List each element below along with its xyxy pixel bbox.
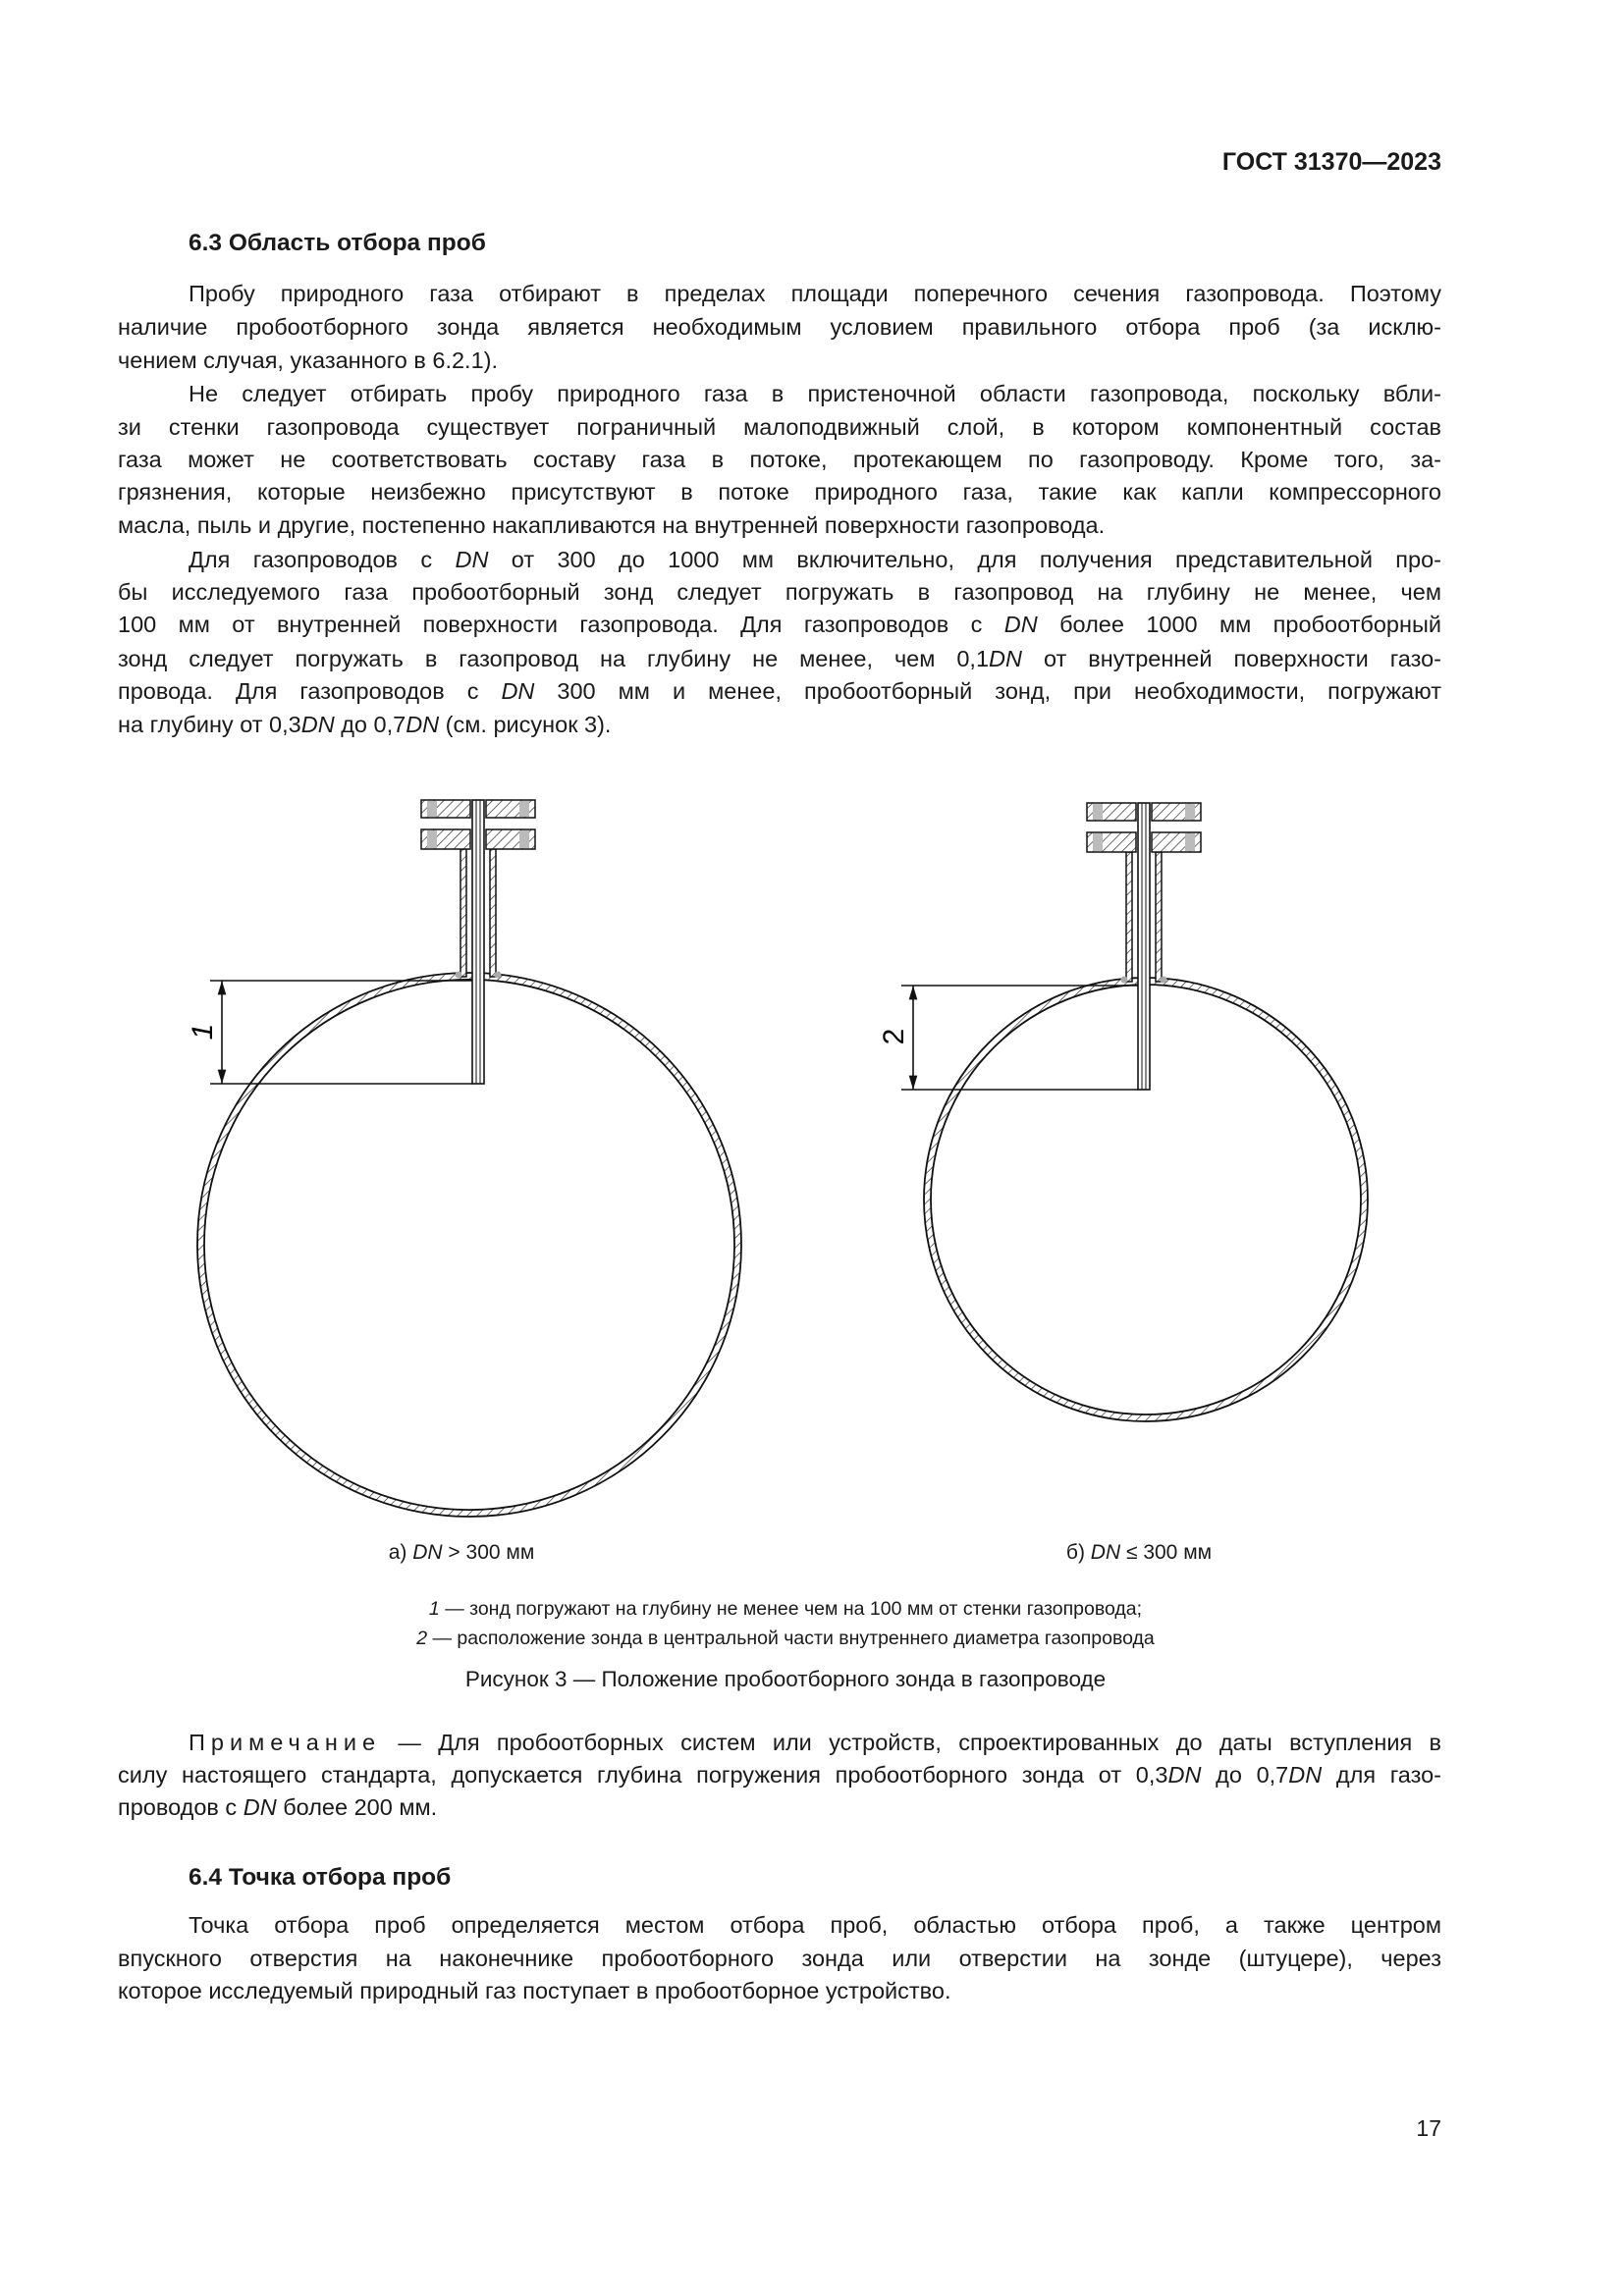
note-line: проводов с DN более 200 мм. <box>118 1794 438 1820</box>
nozzle-wall-left <box>460 849 466 977</box>
text-line: грязнения, которые неизбежно присутствуют в потоке природного газа, такие как капли компрессорного <box>118 479 1441 505</box>
text-line: газа может не соответствовать составу газа в потоке, протекающем по газопроводу. Кроме того, за- <box>118 447 1441 472</box>
note-line: силу настоящего стандарта, допускается глубина погружения пробоотборного зонда от 0,3DN до 0,7DN для газо- <box>118 1762 1442 1788</box>
text-line: масла, пыль и другие, постепенно накапливаются на внутренней поверхности газопровода. <box>118 512 1106 538</box>
probe-tube <box>472 800 484 1084</box>
text-line: 100 мм от внутренней поверхности газопровода. Для газопроводов с DN более 1000 мм пробоотборный <box>118 612 1441 637</box>
text-line: Для газопроводов с DN от 300 до 1000 мм включительно, для получения представительной про- <box>189 547 1441 572</box>
bolt-hole <box>519 830 529 848</box>
weld <box>495 972 502 979</box>
figure-caption: Рисунок 3 — Положение пробоотборного зонда в газопроводе <box>464 1667 1107 1691</box>
text-line: наличие пробоотборного зонда является необходимым условием правильного отбора проб (за исклю- <box>118 314 1441 340</box>
bolt-hole <box>427 801 437 817</box>
text-line: Не следует отбирать пробу природного газа в пристеночной области газопровода, поскольку вбли- <box>189 381 1441 406</box>
bolt-hole <box>427 830 437 848</box>
bolt-hole <box>1185 833 1195 851</box>
bolt-hole <box>519 801 529 817</box>
standard-header: ГОСТ 31370—2023 <box>1221 148 1441 176</box>
nozzle-wall-left <box>1126 852 1132 982</box>
text-line: Точка отбора проб определяется местом отбора проб, областью отбора проб, а также центром <box>189 1912 1441 1938</box>
note-line <box>189 1726 1441 1759</box>
pipe-wall <box>197 973 741 1517</box>
legend-item-1: 1 — зонд погружают на глубину не менее чем на 100 мм от стенки газопровода; <box>428 1598 1143 1620</box>
text-line: Пробу природного газа отбирают в пределах площади поперечного сечения газопровода. Поэтому <box>189 281 1441 306</box>
figure-a-large-pipe <box>197 800 741 1517</box>
dimension-label-1: 1 <box>187 1023 219 1041</box>
text-line: провода. Для газопроводов с DN 300 мм и менее, пробоотборный зонд, при необходимости, погружают <box>118 678 1441 704</box>
weld <box>1161 977 1167 984</box>
figure-b-small-pipe <box>901 803 1368 1421</box>
nozzle-wall-right <box>1156 852 1162 982</box>
section-heading-6-4: 6.4 Точка отбора проб <box>189 1864 452 1891</box>
text-line: впускного отверстия на наконечнике пробоотборного зонда или отверстии на зонде (штуцере), через <box>118 1946 1441 1971</box>
note-label: Примечание <box>189 1730 382 1755</box>
weld <box>1121 977 1128 984</box>
text-line: на глубину от 0,3DN до 0,7DN (см. рисунок 3). <box>118 712 612 737</box>
section-heading-6-3: 6.3 Область отбора проб <box>189 230 486 256</box>
text-line: чением случая, указанного в 6.2.1). <box>118 347 498 373</box>
text-line: зи стенки газопровода существует пограничный малоподвижный слой, в котором компонентный состав <box>118 414 1441 440</box>
text-line: бы исследуемого газа пробоотборный зонд следует погружать в газопровод на глубину не менее, чем <box>118 579 1441 605</box>
nozzle-wall-right <box>490 849 496 977</box>
bolt-hole <box>1093 804 1103 820</box>
bolt-hole <box>1093 833 1103 851</box>
text-line: зонд следует погружать в газопровод на глубину не менее, чем 0,1DN от внутренней поверхности газо- <box>118 646 1441 671</box>
dimension-label-2: 2 <box>878 1028 910 1045</box>
probe-tube <box>1138 803 1150 1090</box>
weld <box>456 972 462 979</box>
page-number: 17 <box>1416 2115 1441 2141</box>
bolt-hole <box>1185 804 1195 820</box>
text-line: которое исследуемый природный газ поступает в пробоотборное устройство. <box>118 1978 951 2003</box>
legend-item-2: 2 — расположение зонда в центральной части внутреннего диаметра газопровода <box>416 1628 1155 1649</box>
note-text: — Для пробоотборных систем или устройств, спроектированных до даты вступления в <box>381 1730 1441 1755</box>
subfigure-caption-a: а) DN > 300 мм <box>388 1541 535 1564</box>
subfigure-caption-b: б) DN ≤ 300 мм <box>1065 1541 1213 1564</box>
